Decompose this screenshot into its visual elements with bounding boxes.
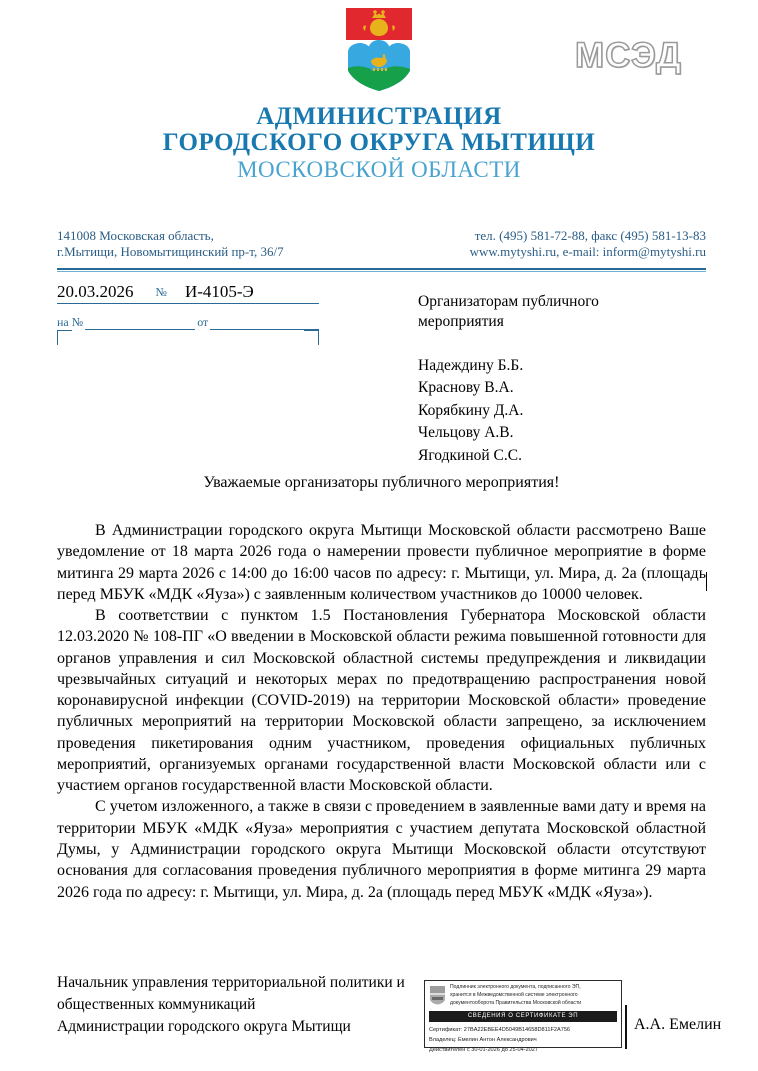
document-date: 20.03.2026 (57, 282, 134, 301)
org-title-line-2: ГОРОДСКОГО ОКРУГА МЫТИЩИ (162, 129, 596, 157)
addressee-names-list (418, 355, 718, 467)
document-number: И-4105-Э (184, 282, 254, 301)
reply-number-label: на № (57, 315, 84, 329)
reply-reference-row (57, 315, 319, 330)
es-stamp-header (429, 984, 617, 1008)
list-item: Ягодкиной С.С. (418, 446, 522, 464)
addressee-title-line-1: Организаторам публичного (418, 293, 599, 310)
signature-divider (625, 1005, 627, 1049)
addressee-block (418, 292, 718, 467)
list-item: Чельцову А.В. (418, 424, 514, 442)
list-item: Краснову В.А. (418, 379, 514, 397)
date-number-row (57, 282, 319, 304)
body-paragraph: В соответствии с пунктом 1.5 Постановления Губернатора Московской области 12.03.2020 № 108-ПГ «О введении в Московской области режима повышенной готовности для органов управления и сил Московской областной системы предупреждения и ликвидации чрезвычайных ситуаций и некоторых мерах по предотвращению распространения новой коронавирусной инфекции (COVID-2019) на территории Московской области» проведение публичных мероприятий на территории Московской области запрещено, за исключением проведения пикетирования одним участником, проведения официальных публичных мероприятий, организуемых органами государственной власти Московской области или с участием органов государственной власти Московской области. (57, 607, 706, 795)
es-certificate-id: Сертификат: 27BA22EBEE4D5049B14658D811F2A756 (429, 1026, 571, 1033)
es-note-line-2: хранится в Межведомственной системе электронного (450, 991, 578, 998)
es-certificate-bar-title: СВЕДЕНИЯ О СЕРТИФИКАТЕ ЭП (429, 1011, 617, 1022)
signature-position-block (57, 972, 477, 1038)
org-title-line-1: АДМИНИСТРАЦИЯ (256, 103, 502, 130)
reply-date-label: от (197, 315, 209, 329)
es-note-line-1: Подлинник электронного документа, подписанного ЭП, (450, 984, 581, 990)
organisation-title (0, 104, 758, 183)
text-caret (706, 572, 707, 591)
number-sign-label: № (155, 285, 167, 299)
reply-date-blank (210, 317, 319, 330)
es-certificate-details (429, 1025, 617, 1056)
postal-address (57, 228, 284, 261)
electronic-signature-stamp (424, 980, 622, 1054)
body-text (57, 520, 706, 903)
coat-of-arms-icon (342, 6, 416, 92)
es-certificate-owner: Владелец: Емелин Антон Александрович (429, 1037, 537, 1044)
phone-web-block (470, 228, 706, 261)
requisites-block (57, 282, 319, 330)
es-stamp-note (450, 984, 581, 1008)
signer-position-line-2: общественных коммуникаций (57, 996, 256, 1013)
salutation: Уважаемые организаторы публичного мероприятия! (203, 474, 560, 491)
signer-position-line-3: Администрации городского округа Мытищи (57, 1018, 351, 1035)
phone-line: тел. (495) 581-72-88, факс (495) 581-13-83 (474, 228, 706, 243)
header-divider (57, 268, 706, 273)
bracket-right-icon (304, 330, 319, 345)
signer-position-line-1: Начальник управления территориальной политики и (57, 974, 405, 991)
web-email-line: www.mytyshi.ru, e-mail: inform@mytyshi.ru (469, 244, 706, 260)
address-line-1: 141008 Московская область, (57, 228, 214, 243)
reply-number-blank (85, 317, 195, 330)
body-paragraph: С учетом изложенного, а также в связи с проведением в заявленные вами дату и время на территории МБУК «МДК «Яуза» мероприятия с участием депутата Московской областной Думы, у Администрации городского округа Мытищи Московской области отсутствуют основания для согласования проведения публичного мероприятия в форме митинга 29 марта 2026 года по адресу: г. Мытищи, ул. Мира, д. 2а (площадь перед МБУК «МДК «Яуза»). (57, 798, 706, 901)
org-title-line-3: МОСКОВСКОЙ ОБЛАСТИ (237, 156, 521, 182)
list-item: Корябкину Д.А. (418, 401, 524, 419)
signer-name: А.А. Емелин (634, 1016, 722, 1033)
es-certificate-validity: Действителен с 30-01-2026 до 25-04-2027 (429, 1047, 538, 1054)
addressee-title-line-2: мероприятия (418, 313, 504, 331)
es-note-line-3: документооборота Правительства Московской области (450, 999, 582, 1006)
contacts-block (57, 228, 706, 261)
addressee-frame-brackets (57, 330, 319, 348)
address-line-2: г.Мытищи, Новомытищинский пр-т, 36/7 (57, 244, 284, 260)
msed-watermark: МСЭД (575, 36, 682, 75)
body-paragraph: В Администрации городского округа Мытищи Московской области рассмотрено Ваше уведомление от 18 марта 2026 года о намерении провести публичное мероприятие в форме митинга 29 марта 2026 с 14:00 до 16:00 часов по адресу: г. Мытищи, ул. Мира, д. 2а (площадь перед МБУК «МДК «Яуза») с заявленным количеством участников до 10000 человек. (57, 522, 706, 603)
mini-coat-of-arms-icon (429, 985, 446, 1005)
bracket-left-icon (57, 330, 72, 345)
list-item: Надеждину Б.Б. (418, 356, 524, 374)
